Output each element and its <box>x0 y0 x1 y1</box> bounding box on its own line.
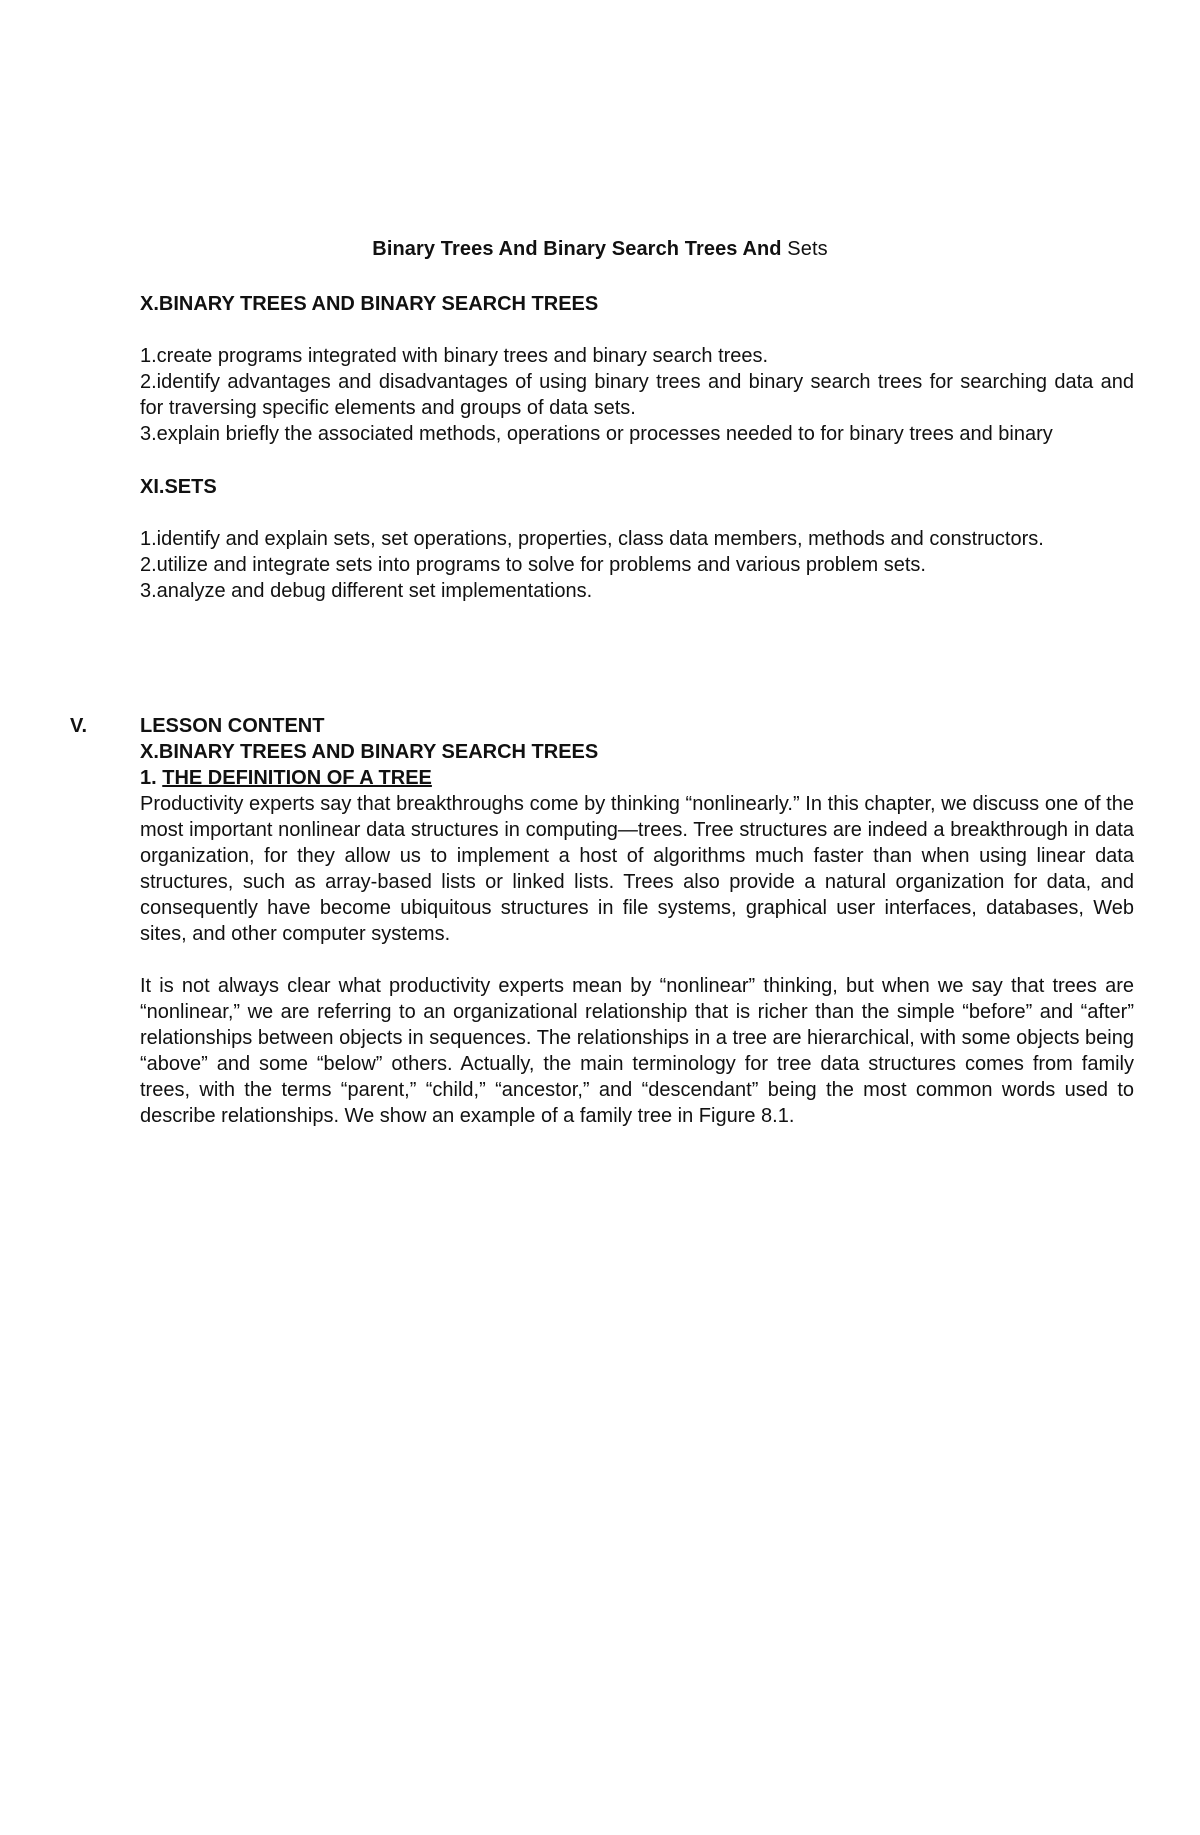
objective-item: 3.analyze and debug different set implementations. <box>140 580 593 602</box>
subsection-number: 1. <box>140 767 157 789</box>
lesson-title: LESSON CONTENT <box>140 715 325 737</box>
lesson-body <box>140 713 1134 1129</box>
objective-item: 2.identify advantages and disadvantages of using binary trees and binary search trees for searching data and for traversing specific elements and groups of data sets. <box>140 371 1134 419</box>
subsection-heading <box>140 765 1134 791</box>
document-title <box>0 238 1200 261</box>
subsection-title: THE DEFINITION OF A TREE <box>162 767 432 789</box>
lesson-number: V. <box>70 715 88 737</box>
section-x-objectives <box>140 291 1134 447</box>
lesson-paragraph: Productivity experts say that breakthroughs come by thinking “nonlinearly.” In this chapter, we discuss one of the most important nonlinear data structures in computing—trees. Tree structures are indeed a breakthrough in data organization, for they allow us to implement a host of algorithms much faster than when using linear data structures, such as array-based lists or linked lists. Trees also provide a natural organization for data, and consequently have become ubiquitous structures in file systems, graphical user interfaces, databases, Web sites, and other computer systems. <box>140 793 1134 945</box>
document-title-plain: Sets <box>787 238 828 260</box>
objective-item: 1.identify and explain sets, set operations, properties, class data members, methods and constructors. <box>140 528 1044 550</box>
objective-item: 1.create programs integrated with binary trees and binary search trees. <box>140 345 769 367</box>
objective-item: 2.utilize and integrate sets into programs to solve for problems and various problem sets. <box>140 554 926 576</box>
section-xi-list <box>140 526 1134 604</box>
document-title-bold: Binary Trees And Binary Search Trees And <box>372 238 782 260</box>
section-x-list <box>140 343 1134 447</box>
lesson-paragraph: It is not always clear what productivity experts mean by “nonlinear” thinking, but when we say that trees are “nonlinear,” we are referring to an organizational relationship that is richer than the simple “before” and “after” relationships between objects in sequences. The relationships in a tree are hierarchical, with some objects being “above” and some “below” others. Actually, the main terminology for tree data structures comes from family trees, with the terms “parent,” “child,” “ancestor,” and “descendant” being the most common words used to describe relationships. We show an example of a family tree in Figure 8.1. <box>140 975 1134 1127</box>
lesson-section-heading: X.BINARY TREES AND BINARY SEARCH TREES <box>140 741 599 763</box>
objective-item: 3.explain briefly the associated methods, operations or processes needed to for binary trees and binary <box>140 423 1053 445</box>
section-xi-heading: XI.SETS <box>140 476 217 498</box>
section-xi-objectives <box>140 474 1134 604</box>
section-x-heading: X.BINARY TREES AND BINARY SEARCH TREES <box>140 293 599 315</box>
